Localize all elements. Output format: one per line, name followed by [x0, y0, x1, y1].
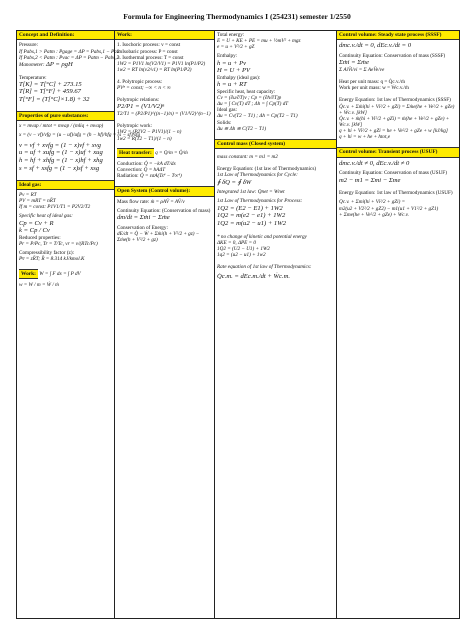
cycle-law-eq: ∮ δQ = ∮ δW	[217, 178, 252, 186]
enthalpy-eq-2: H = U + PV	[217, 67, 251, 75]
sssf-energy-label: Energy Equation: 1st law of Thermodynamics (SSSF)	[339, 97, 451, 104]
enthalpy-ideal-label: Enthalpy (ideal gas):	[217, 75, 261, 82]
rate-equation-label: Rate equation of 1st law of Thermodynamics:	[217, 264, 312, 271]
convection-label: Convection:	[117, 167, 143, 174]
polytropic-work-eq-2: 1w2 = R(T2 − T1)/(1 − n)	[117, 135, 172, 142]
sssf-continuity-eq-1: Σṁi = Σṁe	[339, 59, 369, 67]
entropy-eq: s = sf + xsfg = (1 − x)sf + xsg	[19, 164, 100, 172]
cycle-law-label: 1st Law of Thermodynamics for Cycle:	[217, 172, 298, 179]
polytropic-line: 4. Polytropic process:	[117, 79, 163, 85]
enthalpy-eq: h = hf + xhfg = (1 − x)hf + xhg	[19, 157, 103, 165]
cp-cv-eq: Cp = Cv + R	[19, 219, 54, 227]
specific-heat-label: Specific heat of ideal gas:	[19, 213, 73, 220]
polytropic-work-eq-1: 1W2 = (P2V2 − P1V1)/(1 − n)	[117, 129, 182, 136]
usuf-energy-label: Energy Equation: 1st law of Thermodynamics (USUF)	[339, 190, 453, 197]
rate-equation-eq: Q̇c.m. = dEc.m./dt + Ẇc.m.	[217, 273, 290, 281]
sssf-condition-eq: dmc.v./dt = 0, dEc.v./dt = 0	[339, 42, 412, 50]
specific-volume-eq: v = vf + xvfg = (1 − x)vf + xvg	[19, 141, 101, 149]
section-header-work-processes: Work:	[115, 31, 214, 40]
energy-equation-label: Energy Equation: (1st law of Thermodynamics)	[217, 166, 317, 173]
ideal-gas-label-c3: Ideal gas:	[217, 107, 238, 114]
manometer-label: Manometer:	[19, 61, 45, 68]
specific-heat-label-c3: Specific heat, heat capacity:	[217, 88, 276, 95]
rankine-eq: T[R] = T[°F] + 459.67	[19, 88, 81, 96]
ideal-gas-eq-2: PV = mRT = nR̄T	[19, 198, 56, 205]
sssf-energy-eq-3: q + hi + Vi²/2 + gZi = he + Ve²/2 + gZe + w [kJ/kg]	[339, 128, 448, 135]
polytropic-work-label: Polytropic work:	[117, 123, 153, 130]
section-header-ideal-gas: Ideal gas:	[17, 180, 114, 190]
section-header-usuf: Control volume: Transient process (USUF)	[337, 147, 459, 157]
section-header-control-mass: Control mass (Closed system)	[215, 139, 336, 149]
mass-flow-eq: ṁ = ρAV̄ = AV̄/v	[150, 198, 185, 205]
section-header-pure-substances: Properties of pure substances:	[17, 111, 114, 121]
process-law-eq-3: 1Q2 = m(u2 − u1) + 1W2	[217, 220, 287, 228]
section-header-concept: Concept and Definition:	[17, 31, 114, 40]
usuf-energy-eq-2: m2(u2 + V2²/2 + gZ2) − m1(u1 + V1²/2 + gZ1)	[339, 205, 439, 212]
conduction-eq: Q̇ = −kA dT/dx	[143, 161, 176, 168]
sssf-continuity-eq-2: Σ AiV̄i/vi = Σ AeV̄e/ve	[339, 67, 385, 74]
enthalpy-eq-1: h = u + Pv	[217, 59, 247, 67]
no-change-eq-1: ΔKE = 0, ΔPE = 0	[217, 239, 257, 246]
no-change-note: * no change of kinetic and potential energy	[217, 233, 307, 240]
vacuum-pressure-eq: If Pabs,2 < Patm : Pvac = ΔP = Patm − Pabs,2	[19, 54, 120, 61]
work-integral-eq: W = ∫ F dx = ∫ P dV	[39, 270, 81, 277]
compressibility-label: Compressibility factor (z):	[19, 250, 75, 257]
usuf-continuity-eq: m2 − m1 = Σmi − Σme	[339, 176, 401, 184]
quality-eq-2: x = (v − vf)/vfg = (u − uf)/ufg = (h − hf)/hfg = (s − sf)/sfg	[19, 132, 141, 139]
usuf-energy-eq-3: + Σme(he + Ve²/2 + gZe) + Wc.v.	[339, 211, 409, 218]
heat-per-mass-eq: q = Q/m = Q̇/ṁ	[155, 149, 188, 156]
manometer-eq: ΔP = ρgH	[45, 60, 73, 68]
column-4	[337, 31, 459, 618]
section-header-heat-transfer: Heat transfer:	[117, 148, 154, 158]
ideal-gas-eq-1: Pv = RT	[19, 192, 37, 198]
solids-eq: Δu ≅ Δh ≅ C(T2 − T1)	[217, 125, 267, 132]
isothermal-work-eq: 1W2 = P1V1 ln(V2/V1) = P1V1 ln(P1/P2)	[117, 60, 206, 67]
section-header-work: Work:	[19, 269, 38, 279]
specific-heat-integral-eq: Δu = ∫ Cv(T) dT ; Δh = ∫ Cp(T) dT	[217, 101, 289, 108]
enthalpy-label: Enthalpy:	[217, 53, 238, 60]
sssf-continuity-label: Continuity Equation: Conservation of mass (SSSF)	[339, 53, 446, 60]
process-law-eq-2: 1Q2 = m(e2 − e1) + 1W2	[217, 212, 286, 220]
k-ratio-eq: k = Cp / Cv	[19, 227, 50, 235]
continuity-label: Continuity Equation: (Conservation of mass)	[117, 207, 211, 214]
solids-label: Solids:	[217, 119, 232, 126]
heat-per-unit-mass: Heat per unit mass: q = Q̇c.v./ṁ	[339, 79, 405, 86]
isothermal-specific-work-eq: 1w2 = RT ln(v2/v1) = RT ln(P1/P2)	[117, 66, 192, 73]
internal-energy-eq: u = uf + xufg = (1 − x)uf + xug	[19, 149, 103, 157]
polytropic-relation-1: P2/P1 = (V1/V2)ⁿ	[117, 103, 165, 111]
conduction-label: Conduction:	[117, 161, 143, 168]
sssf-energy-eq-2: Q̇c.v. + ṁ(hi + Vi²/2 + gZi) = ṁ(he + Ve²/2 + gZe) + Ẇc.v. [kW]	[339, 115, 450, 128]
no-change-eq-3: 1q2 = (u2 − u1) + 1w2	[217, 252, 266, 259]
mass-constant-eq: mass constant: m = m1 = m2	[217, 154, 278, 161]
integrated-law-eq: Integrated 1st law: Qnet = Wnet	[217, 189, 285, 196]
conservation-energy-eq: dE/dt = Q̇ − Ẇ + Σṁi(h + V²/2 + gz) − Σṁe(h + V²/2 + gz)	[117, 230, 200, 244]
gage-pressure-eq: If Pabs,1 > Patm : Pgage = ΔP = Pabs,1 − Patm	[19, 48, 122, 55]
polytropic-relations-label: Polytropic relations:	[117, 97, 160, 104]
process-law-eq-1: 1Q2 = (E2 − E1) + 1W2	[217, 204, 283, 212]
isobaric-line: 2. Isobaric process: P = const	[117, 48, 178, 55]
polytropic-eq: PVⁿ = const; −∞ < n < ∞	[117, 85, 171, 92]
continuity-eq: dm/dt = Σṁi − Σṁe	[117, 214, 170, 222]
no-change-eq-2: 1Q2 = (U2 − U1) + 1W2	[217, 246, 270, 253]
polytropic-relation-2: T2/T1 = (P2/P1)^((n−1)/n) = (V1/V2)^(n−1)	[117, 111, 211, 118]
ideal-gas-energy-eq: Δu = Cv(T2 − T1) ; Δh = Cp(T2 − T1)	[217, 113, 298, 120]
specific-total-energy-eq: e = u + V²/2 + gZ	[217, 44, 255, 51]
reduced-label: Reduced properties:	[19, 235, 61, 242]
enthalpy-ideal-eq: h = u + RT	[217, 81, 247, 89]
work-per-unit-mass: Work per unit mass: w = Ẇc.v./ṁ	[339, 85, 409, 92]
section-header-sssf: Control volume: Steady state process (SSSF)	[337, 31, 459, 40]
ideal-gas-eq-3: If m = const: P1V1/T1 = P2V2/T2	[19, 204, 91, 211]
column-2	[115, 31, 215, 618]
pressure-label: Pressure:	[19, 42, 39, 49]
sssf-energy-eq-4: q + hi = w + he + htot,e	[339, 134, 391, 141]
process-law-label: 1st Law of Thermodynamics for Process:	[217, 198, 303, 205]
compressibility-eq: Pv̄ = zR̄T; R̄ = 8.314 kJ/kmol.K	[19, 256, 85, 263]
column-3	[215, 31, 337, 618]
usuf-condition-eq: dmc.v./dt ≠ 0, dEc.v./dt ≠ 0	[339, 159, 410, 167]
mass-flow-label: Mass flow rate:	[117, 198, 150, 205]
conservation-energy-label: Conservation of Energy:	[117, 224, 168, 231]
usuf-energy-eq-1: Qc.v. + Σmi(hi + Vi²/2 + gZi) =	[339, 199, 406, 206]
specific-work-eq: w = W / m = Ẇ / ṁ	[19, 281, 59, 288]
radiation-label: Radiation:	[117, 173, 139, 180]
total-energy-eq: E = U + KE + PE = mu + ½mV² + mgz	[217, 38, 301, 45]
reduced-eq: Pr = P/Pc, Tr = T/Tc, vr = v/(RTc/Pc)	[19, 241, 98, 248]
fahrenheit-eq: T[°F] = (T[°C]×1.8) + 32	[19, 96, 90, 104]
page-title: Formula for Engineering Thermodynamics I (254231) semester 1/2550	[123, 12, 351, 21]
sssf-energy-eq-1: Q̇c.v. + Σṁi(hi + Vi²/2 + gZi) = Σṁe(he + Ve²/2 + gZe) + Ẇc.v. [kW]	[339, 103, 455, 116]
isochoric-line: 1. Isochoric process: v = const	[117, 42, 181, 49]
convection-eq: Q̇ = hAΔT	[143, 167, 166, 174]
kelvin-eq: T[K] = T[°C] + 273.15	[19, 80, 82, 88]
total-energy-label: Total energy:	[217, 32, 245, 38]
specific-heat-def-eq: Cv = (∂u/∂T)v ; Cp = (∂h/∂T)p	[217, 95, 282, 102]
usuf-continuity-label: Continuity Equation: Conservation of mass (USUF)	[339, 170, 447, 177]
temperature-label: Temperature:	[19, 74, 47, 81]
isothermal-line: 3. Isothermal process: T = const	[117, 54, 184, 61]
section-header-open-system: Open System (Control volume):	[115, 186, 214, 196]
quality-eq-1: x = mvap / mtot = mvap / (mliq + mvap)	[19, 123, 104, 130]
radiation-eq: Q̇ = εσA(Ts⁴ − T∞⁴)	[139, 173, 182, 180]
formula-grid	[16, 30, 460, 619]
